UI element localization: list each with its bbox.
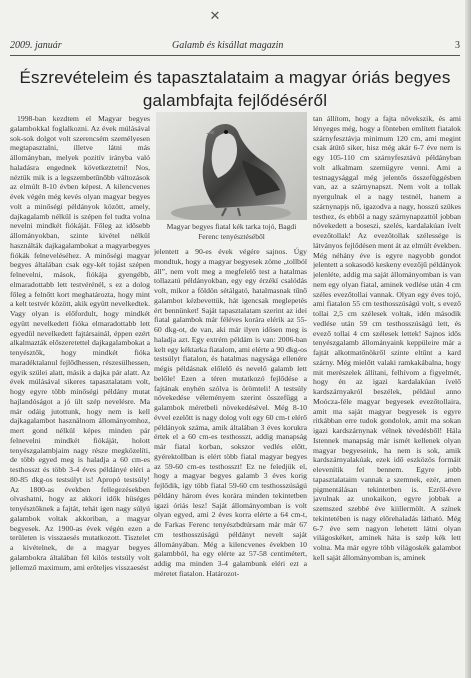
scan-edge [465,0,471,678]
issue-date: 2009. január [10,40,62,51]
article-title: Észrevételeim és tapasztalataim a magyar óriás begyes galambfajta fejlődéséről [19,68,451,110]
page-number: 3 [455,40,460,51]
text-column-2 [154,247,307,669]
text-column-3 [313,114,461,669]
paragraph: tan állítom, hogy a fajta növekszik, és ami lényeges még, hogy a fönteben említett fiatalok szárnyfesztávja minimum 120 cm, ami megint csak átütő siker, hisz még akár 6-7 éve nem is egy 105-110 cm szárnyfesztávú példányban volt alkalmam szemügyre venni. Ami a testnagysággal még jelentős összefüggésben van, az a szárnynapszt. Nem volt a tollak nyergulnak el a nagy testnél, hanem a szárnynapjs nő, igazodva a nagy, hosszú szükes testhez, és ebből a nagy szárnynapzattól jobban növekedett a boseszi, szelés, kardalakúan ívelt evezőtollak! Az evezőtollak szélessége is látványos fejlődésen ment át az elmúlt években. Még néhány éve is egyre nagyobb gondot jelentett a sokasodó keskeny evezőjű példányok jelenléte, addig ma saját állományomban is van nem egy olyan fiatal, aminek vedlése után 4 cm széles evezőtollai vannak. Olyan egy éves tojó, ami fiatalon 55 cm testhosszúságú volt, s evező tollai 2,5 cm szélesek voltak, idén második vedlése után 59 cm testhosszúságú lett, és evező tollai 4 cm szélesek lettek! Sajnos idős tenyészgalamb állományaink keppüleire már a fajtát alkotmatőnökről szinte eltűnt a kard szárny. Még mielőtt valaki ramkakábalna, hogy mit merészelek állítani, felhívom a figyelmét, hogy én az igazi kardalakúan ívelő kardszárnyakról beszélek, például anno Moócza-féle magyar begyesek evezőtollaira, amit ma saját magyar begyesek is egyre ritkábban erre tudok gondolok, amit ma sokan igazi kardszárnynak vélnek tévedésből! Hála Istennek manapság már ismét kellenek olyan magyar begyeseink, ha nem is sok, amik kardszárnyalakúak, ezek idő eszközös formáit elevenítik fel bennem. Egyre jobb tapasztalataim vannak a szemnek, ezér, amen pigmentálásan tekintetben is. Ezről-évre javulnak az unokaikon, egyre jobbak a szemszed szebbé éve kiillermölt. A színek tekintetében is nagy előrehaladás látható. Még 6-7 éve sem nagyon lehetett látni olyan világoskéket, aminek háta is szép kék lett volna. Ma már egyre több világoskék galambot kell saját állományomban is, aminek [313,114,461,562]
magazine-name: Galamb és kisállat magazin [172,40,284,51]
text-column-1 [10,114,150,669]
paragraph: jelentett a 90-es évek végére sajnos. Úgy mondtuk, hogy a magyar begyesek zöme „tollból áll”, nem volt meg a megfelelő test a hatalmas tollazatú példányokban, egy egy érzékí csalódás volt, mikor a földön sétálgató, hatalmasnak tűnő galambot kézbevettük, hát igencsak meglepetés ért bennünket! Saját tapasztalatam szerint az idei fiatal galambok már féléves korára elérik az 55-60 dkg-ot, de van, aki már ilyen idősen meg is haladja azt. Egy extrém példám is van: 2006-ban kelt egy kéktarka fiatalom, ami elérte a 90 dkg-os testsúlyt fiatalon, és hatalmas nagysága ellenére mégis példásnak előlelő és nevelő galamb lett belőle! Ezen a téren mutatkozó fejlődése a fajtának enyhén szólva is örömteli! A testsúly növekedése véleményem szerint összefügg a galambok méretbeli növekedésével. Még 8-10 évvel ezelőtt is nagy dolog volt egy 60 cm-t elérő példányok száma, amik általában 3 éves korukra értek el a 60 cm-es testhosszt, addig manapság már fiatal korban, sokszor vedlés előtt, gyérektollban is elért több fiatal magyar begyes az 59-60 cm-es testhosszt! Ez ne feledjük el, hogy a magyar begyes galamb 3 éves korig fejlődik, így több fiatal 59-60 cm testhosszúságú példány három éves korára minden tekintetben igazi óriás lesz! Saját állományomban is volt olyan egyed, ami 2 éves korra elérte a 64 cm-t, de Farkas Ferenc tenyészbdtúrsam már már 67 cm testhosszúságú példányt nevelt saját állományában. Még a kilencvenes években 10 galambból, ha egy elérte az 57-58 centimétert, addig ma minden 3-4 galambunk eléri ezt a méretet fiatalon. Határozot- [154,247,307,578]
page-header [10,40,460,54]
pigeon-photo [156,112,307,220]
header-rule [10,55,460,56]
pigeon-photo-image [156,112,307,220]
paragraph: 1998-ban kezdtem el Magyar begyes galambokkal foglalkozni. Az évek múlásával sok-sok dolgot volt szerencsém személyesen megtapasztalni, illetve látni más állományban, melyek pozitív irányba való haladásra engednek következtetni! Nos, néztük mik is a legszembetűnőbb változások az elmúlt 8-10 évben képest. A kilencvenes évek végén még kevés olyan magyar begyes volt a minőségi példányok között, amely, dajkagalamb nélkül is szépen fel tudta volna nevelni mindkét fiókáját. Főleg az idősebb állományokban, szinte kivétel nélkül használták dajkagalambokat a magyarbegyes fiókák felneveléséhez. A minőségi magyar begyes általában csak egy-két tojást szépen felnevelni, mások, fiókája gyengébb, elmaradottabb lett testvérénél, s ez a dolog főleg a felnőtt kort meghatározta, hogy mint a kelt testvér között, akik együtt nevelkedtek. Vagy olyan is előfordult, hogy mindkét együtt nevelkedett fióka elmaradottabb lett egyedül nevelkedett fajtársainál, éppen ezért alkalmazták előszeretettel dajkagalambokat a tenyésztők, hogy mindkét fióka maradéktalanul fejlődhessen, részesülhessen, egyik szülei alatt, másik a dajka pár alatt. Az évek múlásával sikeres tapasztalatam volt, hogy egyre több minőségi példány mutat hajlandóságot a jó ült szép nevelésre. Ma már odáig jutottunk, hogy nem is kell dajkagalambot használnom állományomhoz, mert gond nélkül képes minden pár felnevelni mindkét fiókáját, holott tenyészgalambjaim nagy része megközelíti, de több egyed meg is haladja a 60 cm-es testhosszt és több 3-4 éves példányé eléri a 80-85 dkg-os testsúlyt is! Apropó testsúly! Az 1800-as években fellegezésekben olvashatni, hogy az akkori idők hüséges tenyésztőknek a fajtát, tehát igen nagy súlyú galambok voltak akkoriban, a magyar begyesek. Az 1900-as évek végén ezen a területen is visszaesés mutatkozott. Tisztelet a kivételnek, de a magyar begyes galambokra általában fél kilós testsúly volt jellemző maximum, ami erőteljes visszaesést [10,114,150,572]
cut-mark-icon: ✕ [209,9,221,24]
photo-caption: Magyar begyes fiatal kék tarka tojó, Bagdi Ferenc tenyésztéséből [166,222,297,241]
